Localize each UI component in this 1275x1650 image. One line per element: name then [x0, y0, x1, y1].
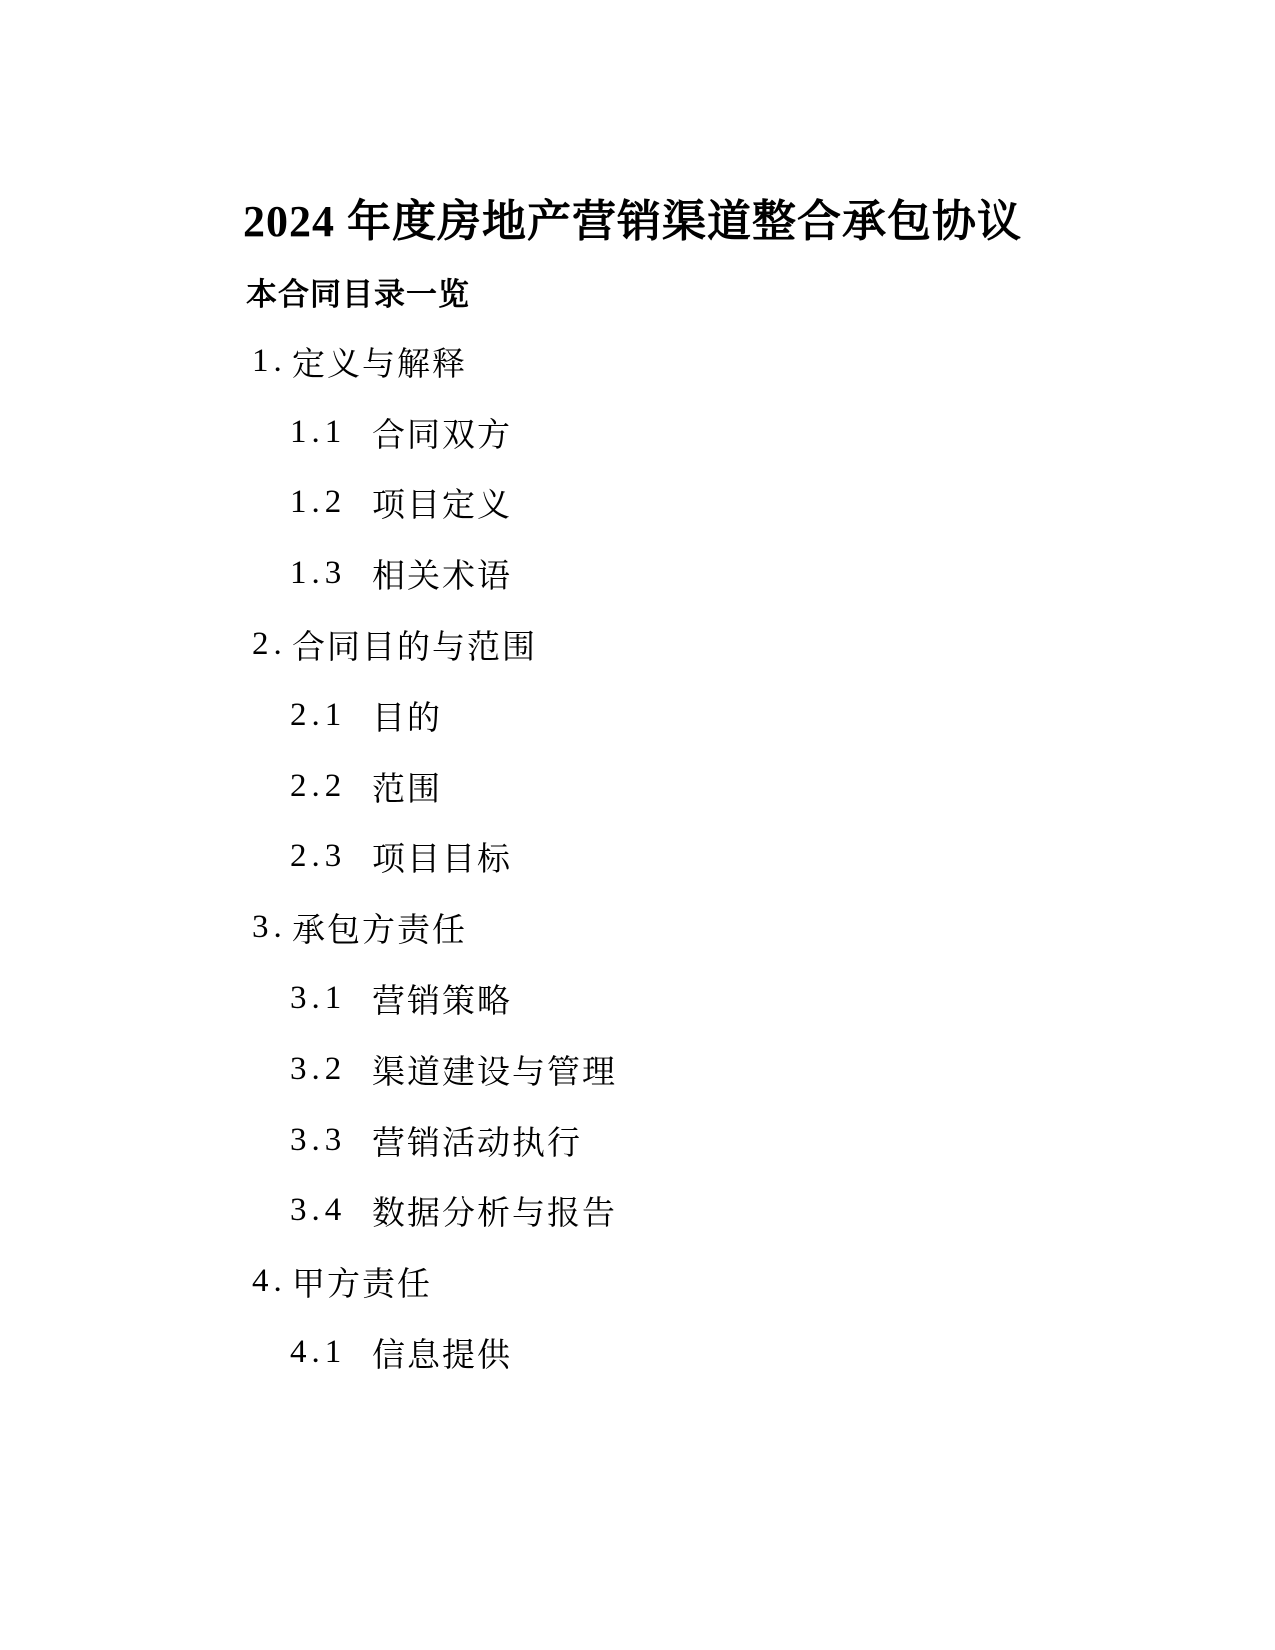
toc-item-label: 营销活动执行 [372, 1125, 582, 1162]
toc-item [0, 822, 1275, 893]
toc-item [0, 1034, 1275, 1105]
toc-item [0, 751, 1275, 822]
toc-item-number: 3. [252, 909, 287, 946]
toc-item-label: 信息提供 [372, 1338, 512, 1375]
toc-heading: 本合同目录一览 [246, 277, 470, 312]
toc-item [0, 1176, 1275, 1247]
toc-item-label: 甲方责任 [292, 1267, 432, 1304]
toc-list [0, 326, 1275, 1388]
toc-item-label: 相关术语 [372, 559, 512, 596]
toc-item [0, 892, 1275, 963]
toc-item-label: 承包方责任 [292, 913, 467, 950]
toc-item [0, 963, 1275, 1034]
toc-item-number: 2. [252, 626, 287, 663]
toc-item-number: 2.2 [290, 767, 347, 804]
toc-item-label: 营销策略 [372, 984, 512, 1021]
toc-item [0, 1105, 1275, 1176]
toc-item-label: 合同目的与范围 [292, 630, 537, 667]
toc-item-label: 定义与解释 [292, 346, 467, 383]
document-title: 2024 年度房地产营销渠道整合承包协议 [243, 197, 1022, 246]
toc-item-number: 4.1 [290, 1334, 347, 1371]
toc-item-number: 1.2 [290, 484, 347, 521]
toc-item [0, 468, 1275, 539]
toc-item-number: 1.1 [290, 413, 347, 450]
toc-item-number: 2.1 [290, 696, 347, 733]
toc-item-label: 数据分析与报告 [372, 1196, 617, 1233]
toc-item-label: 合同双方 [372, 417, 512, 454]
toc-item-label: 渠道建设与管理 [372, 1054, 617, 1091]
toc-item-label: 项目定义 [372, 488, 512, 525]
toc-item-number: 4. [252, 1263, 287, 1300]
toc-item [0, 397, 1275, 468]
toc-item-label: 范围 [372, 771, 442, 808]
toc-item [0, 538, 1275, 609]
toc-item [0, 680, 1275, 751]
toc-item-number: 1. [252, 342, 287, 379]
toc-item-label: 项目目标 [372, 842, 512, 879]
toc-item-number: 3.1 [290, 980, 347, 1017]
toc-item [0, 326, 1275, 397]
toc-item-label: 目的 [372, 700, 442, 737]
toc-item [0, 1246, 1275, 1317]
toc-item-number: 3.4 [290, 1192, 347, 1229]
toc-item [0, 1317, 1275, 1388]
toc-item-number: 2.3 [290, 838, 347, 875]
toc-item [0, 609, 1275, 680]
toc-item-number: 3.3 [290, 1121, 347, 1158]
toc-item-number: 3.2 [290, 1050, 347, 1087]
toc-item-number: 1.3 [290, 555, 347, 592]
